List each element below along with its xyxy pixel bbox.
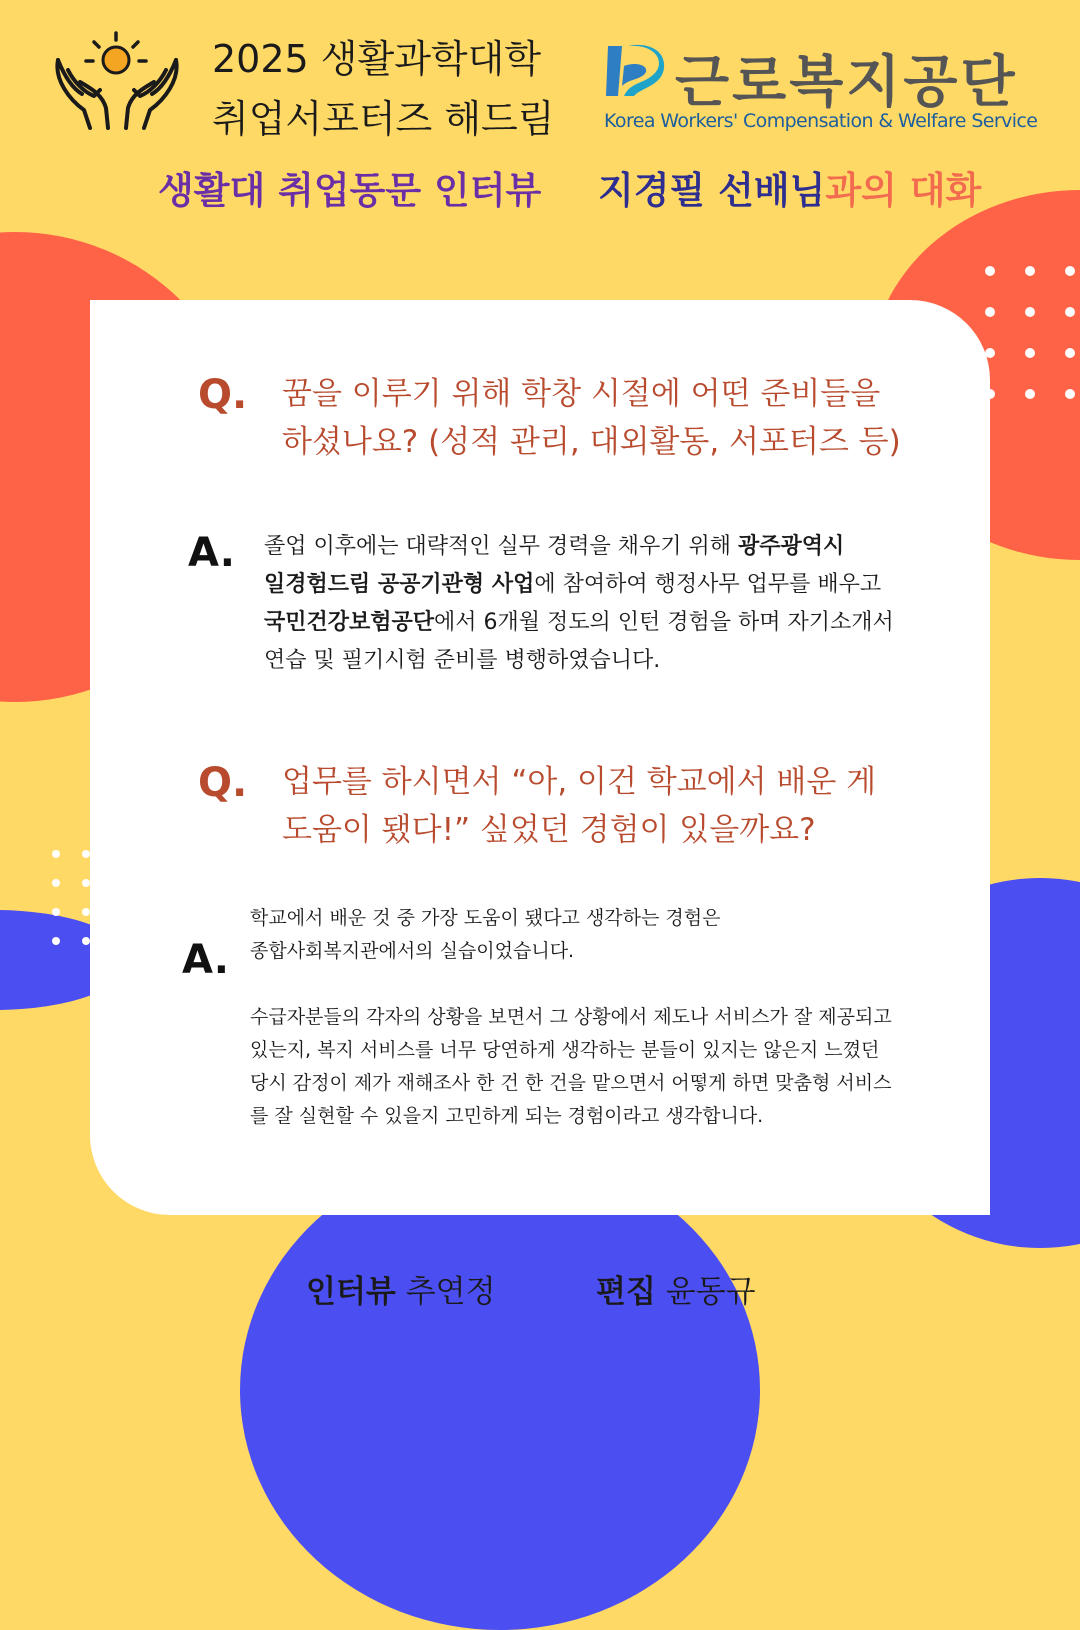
question-2-line1: 업무를 하시면서 “아, 이건 학교에서 배운 게	[282, 764, 877, 800]
answer-2-p1-line1: 학교에서 배운 것 중 가장 도움이 됐다고 생각하는 경험은	[250, 907, 721, 929]
subtitle-right-name: 지경필 선배님	[598, 169, 826, 212]
logo-name: 근로복지공단	[675, 50, 1018, 115]
header-title-line1: 2025 생활과학대학	[212, 37, 542, 81]
answer-2-p2-line1: 수급자분들의 각자의 상황을 보면서 그 상황에서 제도나 서비스가 잘 제공되고	[250, 1006, 892, 1028]
footer-editor	[596, 1266, 756, 1311]
blue-blob-bottom	[240, 1150, 760, 1630]
answer-1-line1: 졸업 이후에는 대략적인 실무 경력을 채우기 위해 광주광역시	[264, 534, 845, 559]
question-1-line2: 하셨나요? (성적 관리, 대외활동, 서포터즈 등)	[282, 424, 901, 460]
answer-2-p2-line2: 있는지, 복지 서비스를 너무 당연하게 생각하는 분들이 있지는 않은지 느꼈던	[250, 1039, 880, 1061]
subtitle-right	[598, 160, 981, 214]
kcomwel-logo-icon	[604, 40, 666, 102]
footer-editor-name: 윤동규	[665, 1274, 756, 1310]
question-2-text	[282, 758, 922, 854]
sun-hands-icon	[50, 30, 185, 135]
question-1-line1: 꿈을 이루기 위해 학창 시절에 어떤 준비들을	[282, 376, 881, 412]
dot-grid-left	[52, 850, 92, 950]
answer-2-spacer	[250, 968, 930, 1001]
answer-1-line3: 국민건강보험공단에서 6개월 정도의 인턴 경험을 하며 자기소개서	[264, 610, 894, 635]
answer-1-text	[264, 528, 924, 680]
answer-2-text	[250, 902, 930, 1133]
question-1-text	[282, 370, 922, 466]
answer-1-line4: 연습 및 필기시험 준비를 병행하였습니다.	[264, 648, 661, 673]
subtitle-right-suffix: 과의 대화	[825, 169, 982, 212]
answer-2-p2-line3: 당시 감정이 제가 재해조사 한 건 한 건을 맡으면서 어떻게 하면 맞춤형 서비스	[250, 1072, 892, 1094]
footer-interview-name: 추연정	[405, 1274, 496, 1310]
subtitle-left: 생활대 취업동문 인터뷰	[158, 169, 542, 212]
answer-1-line2: 일경험드림 공공기관형 사업에 참여하여 행정사무 업무를 배우고	[264, 572, 882, 597]
footer-interview-label: 인터뷰	[306, 1274, 396, 1310]
header-title-line2: 취업서포터즈 해드림	[212, 97, 555, 141]
question-1-mark: Q.	[198, 372, 248, 418]
question-2-line2: 도움이 됐다!” 싶었던 경험이 있을까요?	[282, 812, 816, 848]
answer-2-p2-line4: 를 잘 실현할 수 있을지 고민하게 되는 경험이라고 생각합니다.	[250, 1105, 764, 1127]
footer-interview	[306, 1266, 496, 1311]
footer-editor-label: 편집	[596, 1274, 656, 1310]
question-2-mark: Q.	[198, 760, 248, 806]
dot-grid-right	[985, 266, 1075, 406]
answer-2-p1-line2: 종합사회복지관에서의 실습이었습니다.	[250, 940, 575, 962]
answer-1-mark: A.	[188, 530, 235, 576]
answer-2-mark: A.	[182, 937, 229, 983]
logo-english: Korea Workers' Compensation & Welfare Service	[604, 110, 1038, 132]
